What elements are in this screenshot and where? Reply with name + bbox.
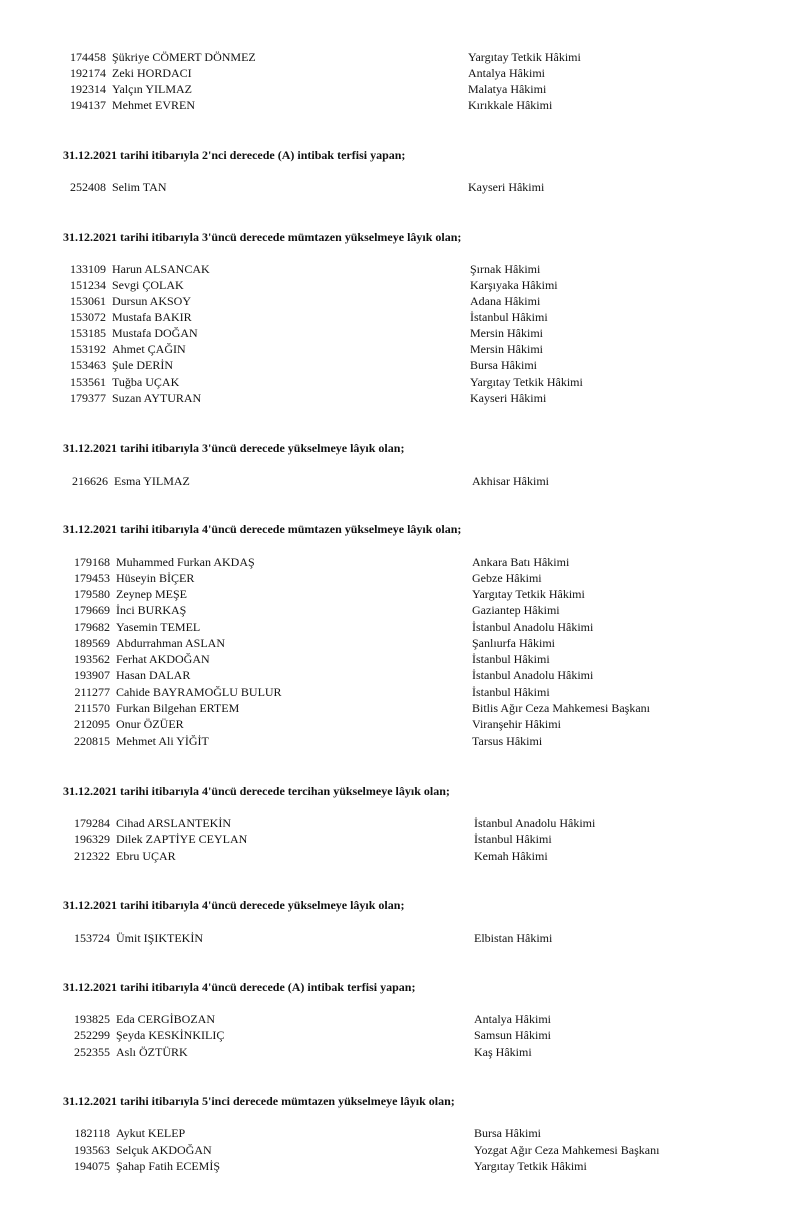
duty-place: Bursa Hâkimi bbox=[470, 358, 537, 372]
person-name: Selim TAN bbox=[112, 180, 167, 194]
sicil-number: 179580 bbox=[74, 587, 110, 601]
duty-place: Yargıtay Tetkik Hâkimi bbox=[474, 1159, 587, 1173]
duty-place: İstanbul Anadolu Hâkimi bbox=[472, 620, 594, 634]
person-name: Ferhat AKDOĞAN bbox=[116, 652, 210, 666]
person-name: Dilek ZAPTİYE CEYLAN bbox=[116, 832, 248, 846]
duty-place: Gaziantep Hâkimi bbox=[472, 603, 560, 617]
duty-place: Yargıtay Tetkik Hâkimi bbox=[470, 375, 583, 389]
duty-place: Bursa Hâkimi bbox=[474, 1126, 541, 1140]
section-heading: 31.12.2021 tarihi itibarıyla 4'üncü derecede mümtazen yükselmeye lâyık olan; bbox=[63, 522, 462, 536]
person-name: Onur ÖZÜER bbox=[116, 717, 184, 731]
duty-place: İstanbul Hâkimi bbox=[474, 832, 552, 846]
person-name: Cahide BAYRAMOĞLU BULUR bbox=[116, 685, 282, 699]
section-heading: 31.12.2021 tarihi itibarıyla 2'nci derecede (A) intibak terfisi yapan; bbox=[63, 148, 406, 162]
person-name: Cihad ARSLANTEKİN bbox=[116, 816, 231, 830]
person-name: Esma YILMAZ bbox=[114, 474, 190, 488]
section-heading: 31.12.2021 tarihi itibarıyla 4'üncü derecede (A) intibak terfisi yapan; bbox=[63, 980, 416, 994]
person-name: Sevgi ÇOLAK bbox=[112, 278, 184, 292]
person-name: Şule DERİN bbox=[112, 358, 173, 372]
person-name: Harun ALSANCAK bbox=[112, 262, 210, 276]
person-name: Mustafa BAKIR bbox=[112, 310, 192, 324]
person-name: İnci BURKAŞ bbox=[116, 603, 187, 617]
duty-place: İstanbul Hâkimi bbox=[472, 652, 550, 666]
duty-place: Yargıtay Tetkik Hâkimi bbox=[472, 587, 585, 601]
sicil-number: 153463 bbox=[70, 358, 106, 372]
person-name: Abdurrahman ASLAN bbox=[116, 636, 225, 650]
person-name: Hasan DALAR bbox=[116, 668, 191, 682]
sicil-number: 153072 bbox=[70, 310, 106, 324]
sicil-number: 212322 bbox=[74, 849, 110, 863]
sicil-number: 194075 bbox=[74, 1159, 110, 1173]
sicil-number: 252408 bbox=[70, 180, 106, 194]
duty-place: Ankara Batı Hâkimi bbox=[472, 555, 570, 569]
duty-place: Yozgat Ağır Ceza Mahkemesi Başkanı bbox=[474, 1143, 660, 1157]
sicil-number: 153185 bbox=[70, 326, 106, 340]
sicil-number: 189569 bbox=[74, 636, 110, 650]
sicil-number: 179168 bbox=[74, 555, 110, 569]
duty-place: Kırıkkale Hâkimi bbox=[468, 98, 553, 112]
section-heading: 31.12.2021 tarihi itibarıyla 3'üncü derecede yükselmeye lâyık olan; bbox=[63, 441, 405, 455]
sicil-number: 151234 bbox=[70, 278, 106, 292]
person-name: Selçuk AKDOĞAN bbox=[116, 1143, 212, 1157]
person-name: Eda CERGİBOZAN bbox=[116, 1012, 215, 1026]
sicil-number: 179284 bbox=[74, 816, 110, 830]
person-name: Furkan Bilgehan ERTEM bbox=[116, 701, 240, 715]
person-name: Şeyda KESKİNKILIÇ bbox=[116, 1028, 225, 1042]
duty-place: Kemah Hâkimi bbox=[474, 849, 548, 863]
duty-place: Tarsus Hâkimi bbox=[472, 734, 543, 748]
sicil-number: 174458 bbox=[70, 50, 106, 64]
sicil-number: 216626 bbox=[72, 474, 108, 488]
duty-place: Bitlis Ağır Ceza Mahkemesi Başkanı bbox=[472, 701, 650, 715]
sicil-number: 193563 bbox=[74, 1143, 110, 1157]
duty-place: Kayseri Hâkimi bbox=[468, 180, 545, 194]
duty-place: Yargıtay Tetkik Hâkimi bbox=[468, 50, 581, 64]
person-name: Tuğba UÇAK bbox=[112, 375, 180, 389]
person-name: Mehmet EVREN bbox=[112, 98, 195, 112]
person-name: Dursun AKSOY bbox=[112, 294, 192, 308]
sicil-number: 211570 bbox=[74, 701, 110, 715]
duty-place: Mersin Hâkimi bbox=[470, 342, 543, 356]
person-name: Şahap Fatih ECEMİŞ bbox=[116, 1159, 220, 1173]
person-name: Muhammed Furkan AKDAŞ bbox=[116, 555, 255, 569]
section-heading: 31.12.2021 tarihi itibarıyla 5'inci derecede mümtazen yükselmeye lâyık olan; bbox=[63, 1094, 455, 1108]
duty-place: Adana Hâkimi bbox=[470, 294, 541, 308]
sicil-number: 133109 bbox=[70, 262, 106, 276]
person-name: Ümit IŞIKTEKİN bbox=[116, 931, 203, 945]
person-name: Ahmet ÇAĞIN bbox=[112, 342, 186, 356]
duty-place: Şırnak Hâkimi bbox=[470, 262, 541, 276]
person-name: Mustafa DOĞAN bbox=[112, 326, 198, 340]
sicil-number: 179377 bbox=[70, 391, 106, 405]
sicil-number: 252355 bbox=[74, 1045, 110, 1059]
sicil-number: 153192 bbox=[70, 342, 106, 356]
duty-place: Elbistan Hâkimi bbox=[474, 931, 553, 945]
sicil-number: 192314 bbox=[70, 82, 106, 96]
person-name: Hüseyin BİÇER bbox=[116, 571, 195, 585]
duty-place: Şanlıurfa Hâkimi bbox=[472, 636, 555, 650]
person-name: Yalçın YILMAZ bbox=[112, 82, 192, 96]
person-name: Suzan AYTURAN bbox=[112, 391, 202, 405]
duty-place: İstanbul Hâkimi bbox=[472, 685, 550, 699]
person-name: Zeki HORDACI bbox=[112, 66, 192, 80]
section-heading: 31.12.2021 tarihi itibarıyla 4'üncü derecede tercihan yükselmeye lâyık olan; bbox=[63, 784, 450, 798]
duty-place: Kaş Hâkimi bbox=[474, 1045, 532, 1059]
sicil-number: 179453 bbox=[74, 571, 110, 585]
sicil-number: 211277 bbox=[74, 685, 110, 699]
sicil-number: 196329 bbox=[74, 832, 110, 846]
sicil-number: 194137 bbox=[70, 98, 106, 112]
sicil-number: 153724 bbox=[74, 931, 110, 945]
duty-place: Antalya Hâkimi bbox=[474, 1012, 551, 1026]
sicil-number: 193825 bbox=[74, 1012, 110, 1026]
sicil-number: 252299 bbox=[74, 1028, 110, 1042]
sicil-number: 193907 bbox=[74, 668, 110, 682]
sicil-number: 153061 bbox=[70, 294, 106, 308]
duty-place: İstanbul Hâkimi bbox=[470, 310, 548, 324]
duty-place: Karşıyaka Hâkimi bbox=[470, 278, 558, 292]
duty-place: Akhisar Hâkimi bbox=[472, 474, 549, 488]
sicil-number: 193562 bbox=[74, 652, 110, 666]
section-heading: 31.12.2021 tarihi itibarıyla 4'üncü derecede yükselmeye lâyık olan; bbox=[63, 898, 405, 912]
sicil-number: 212095 bbox=[74, 717, 110, 731]
person-name: Şükriye CÖMERT DÖNMEZ bbox=[112, 50, 256, 64]
duty-place: İstanbul Anadolu Hâkimi bbox=[472, 668, 594, 682]
sicil-number: 179682 bbox=[74, 620, 110, 634]
duty-place: Mersin Hâkimi bbox=[470, 326, 543, 340]
person-name: Aslı ÖZTÜRK bbox=[116, 1045, 188, 1059]
person-name: Yasemin TEMEL bbox=[116, 620, 201, 634]
sicil-number: 220815 bbox=[74, 734, 110, 748]
duty-place: Samsun Hâkimi bbox=[474, 1028, 551, 1042]
section-heading: 31.12.2021 tarihi itibarıyla 3'üncü derecede mümtazen yükselmeye lâyık olan; bbox=[63, 230, 462, 244]
person-name: Mehmet Ali YİĞİT bbox=[116, 734, 209, 748]
duty-place: Malatya Hâkimi bbox=[468, 82, 547, 96]
duty-place: Viranşehir Hâkimi bbox=[472, 717, 561, 731]
duty-place: Kayseri Hâkimi bbox=[470, 391, 547, 405]
person-name: Zeynep MEŞE bbox=[116, 587, 187, 601]
sicil-number: 192174 bbox=[70, 66, 106, 80]
sicil-number: 179669 bbox=[74, 603, 110, 617]
person-name: Ebru UÇAR bbox=[116, 849, 176, 863]
sicil-number: 153561 bbox=[70, 375, 106, 389]
sicil-number: 182118 bbox=[74, 1126, 110, 1140]
duty-place: İstanbul Anadolu Hâkimi bbox=[474, 816, 596, 830]
duty-place: Gebze Hâkimi bbox=[472, 571, 542, 585]
person-name: Aykut KELEP bbox=[116, 1126, 186, 1140]
duty-place: Antalya Hâkimi bbox=[468, 66, 545, 80]
